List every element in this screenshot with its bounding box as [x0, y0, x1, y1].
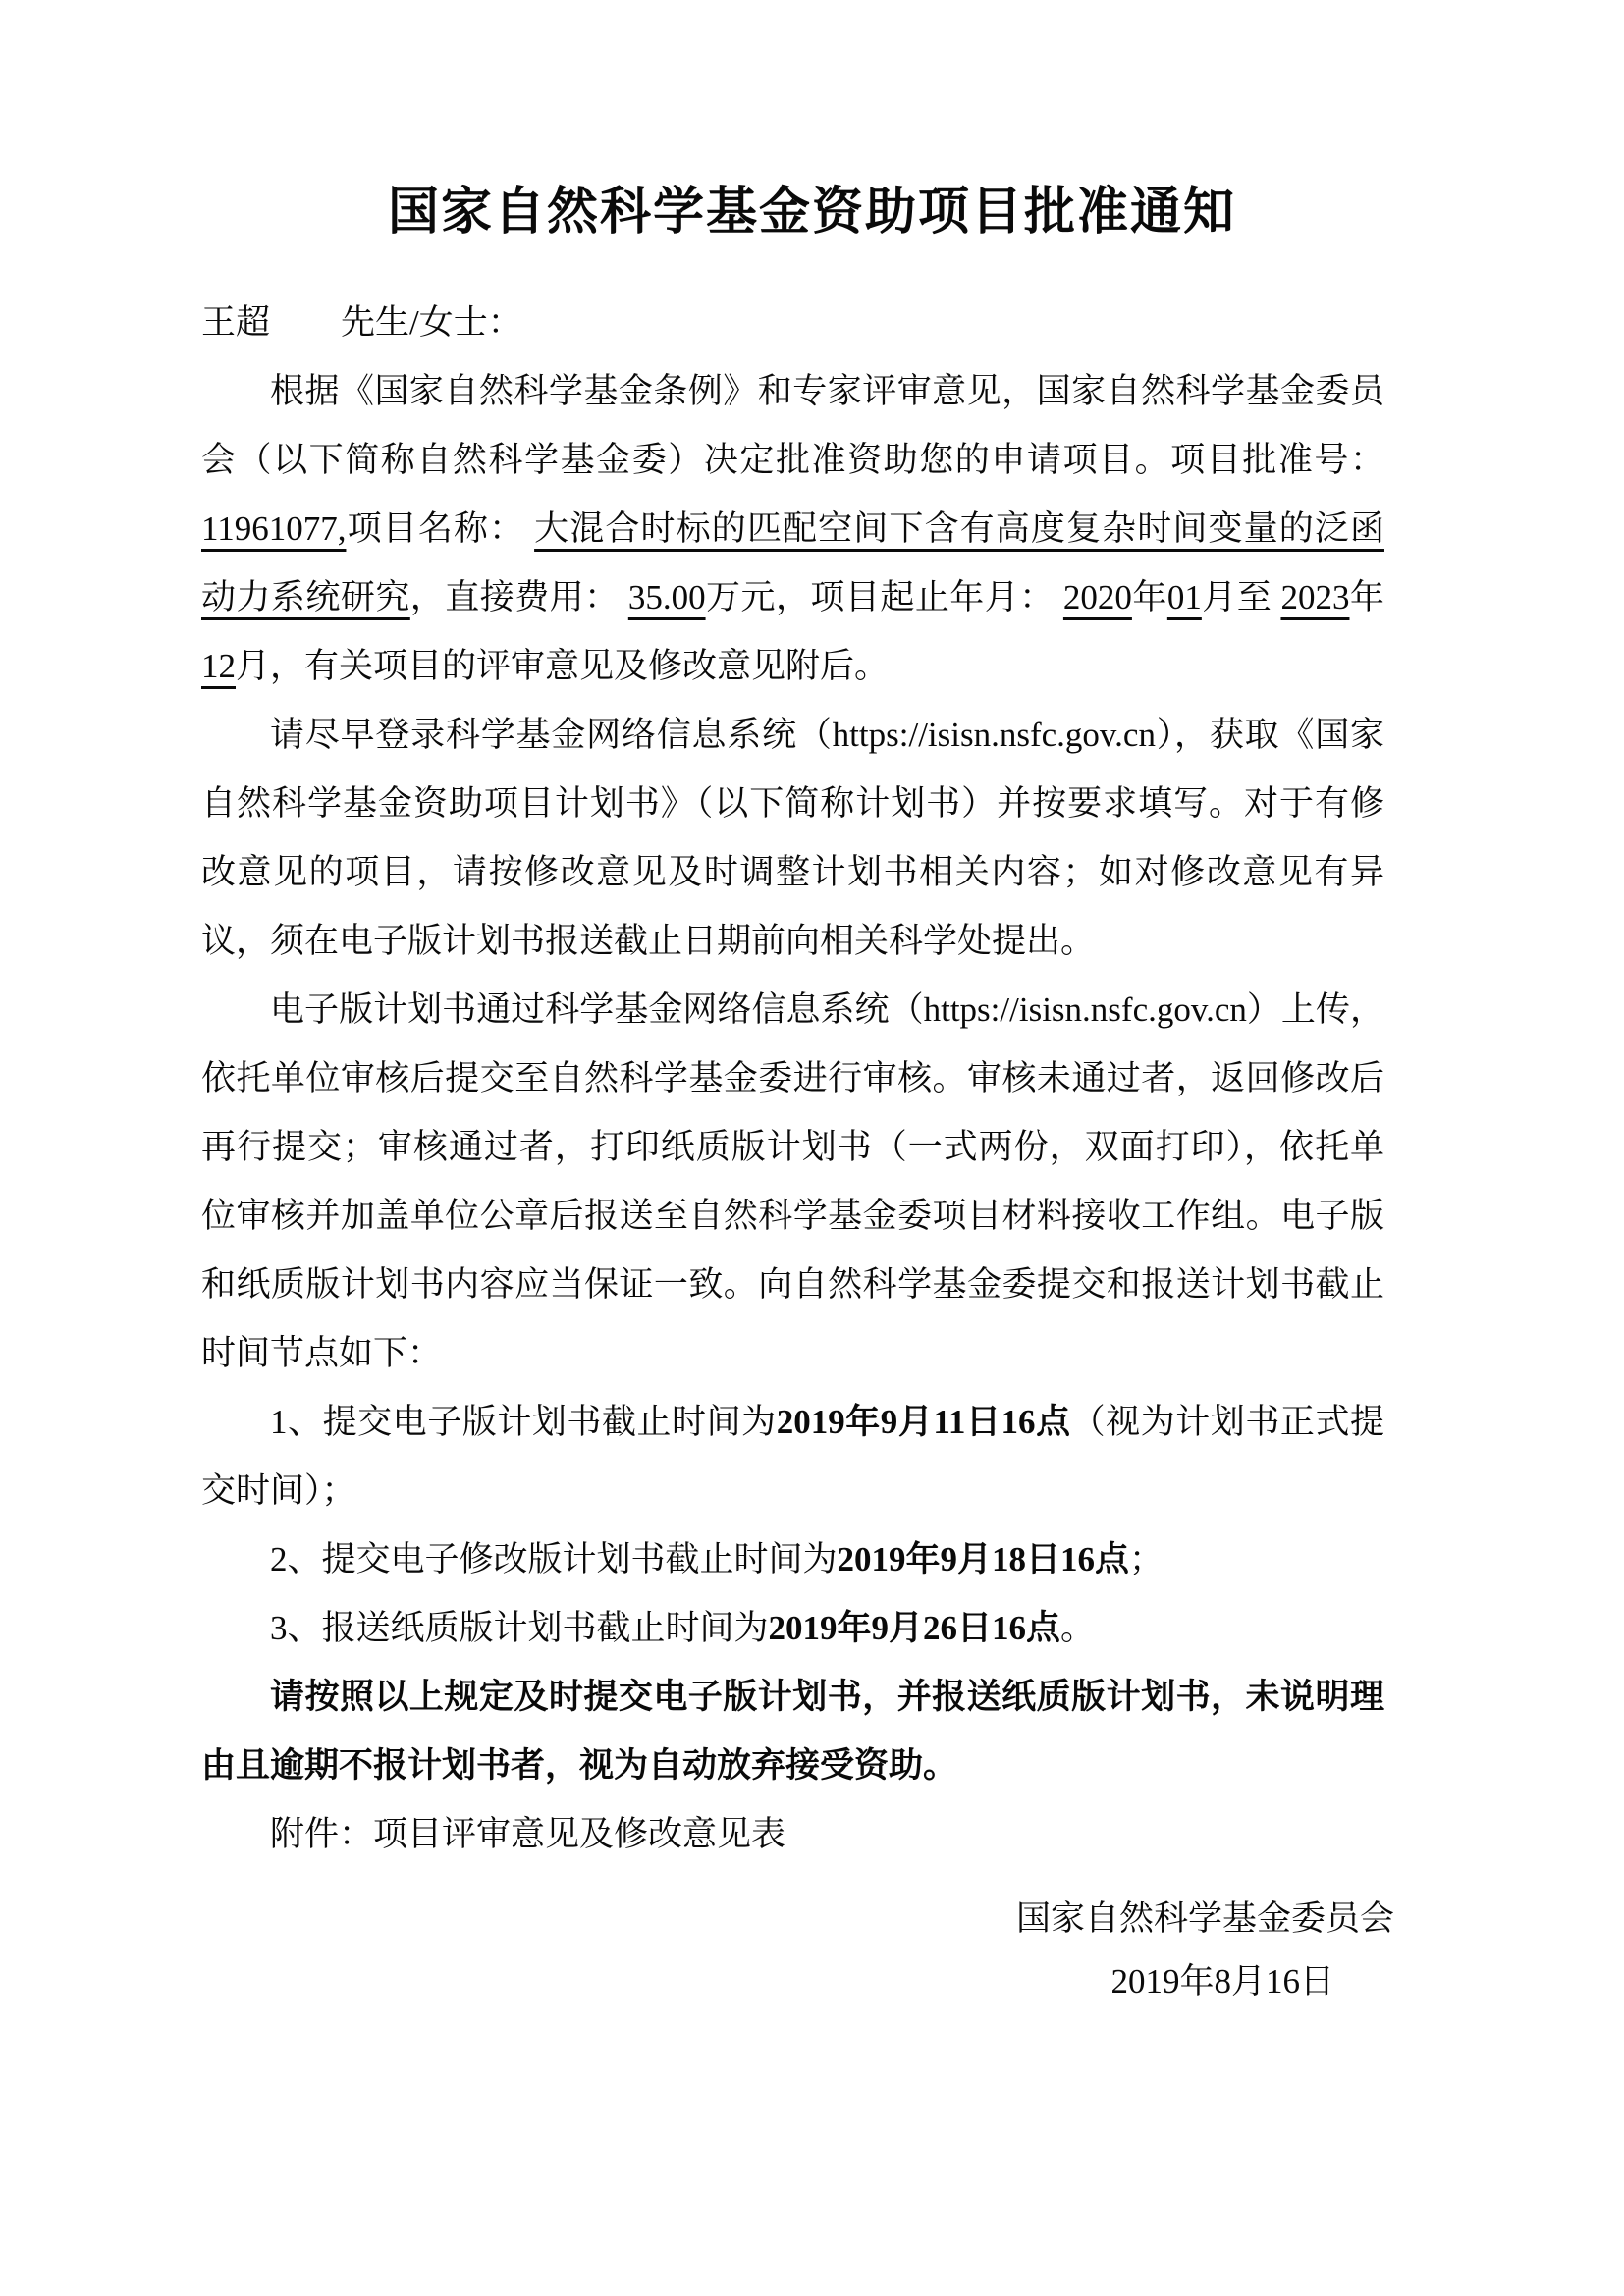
salutation-line — [201, 289, 1384, 357]
text-segment: 年 — [1349, 578, 1384, 616]
text-segment: 请按照以上规定及时提交电子版计划书，并报送纸质版计划书，未说明理由且逾期不报计划书者，视为自动放弃接受资助。 — [201, 1678, 1384, 1785]
text-segment: 2019年9月11日16点 — [776, 1403, 1071, 1441]
document-body — [201, 289, 1384, 1869]
paragraph-approval — [201, 357, 1384, 701]
deadline-item-1 — [201, 1388, 1384, 1525]
text-segment: 电子版计划书通过科学基金网络信息系统（https://isisn.nsfc.gov.cn）上传，依托单位审核后提交至自然科学基金委进行审核。审核未通过者，返回修改后再行提交；审核通过者，打印纸质版计划书（一式两份，双面打印），依托单位审核并加盖单位公章后报送至自然科学基金委项目材料接收工作组。电子版和纸质版计划书内容应当保证一致。向自然科学基金委提交和报送计划书截止时间节点如下： — [201, 990, 1384, 1372]
text-segment: 2020 — [1062, 578, 1132, 616]
text-segment: 月，有关项目的评审意见及修改意见附后。 — [236, 647, 890, 685]
text-segment: 大混合时标的匹配空间下含有高度复杂时间变量的泛函动力系统研究 — [201, 509, 1384, 616]
text-segment: 35.00 — [627, 578, 706, 616]
text-segment: 月至 — [1201, 578, 1281, 616]
text-segment: 01 — [1166, 578, 1202, 616]
signature-block — [0, 1885, 1624, 2010]
text-segment: 2019年9月26日16点 — [768, 1609, 1061, 1647]
text-segment: 根据《国家自然科学基金条例》和专家评审意见，国家自然科学基金委员会（以下简称自然科学基金委）决定批准资助您的申请项目。项目批准号： — [201, 372, 1384, 479]
recipient-name: 王超 — [201, 303, 271, 342]
text-segment: 请尽早登录科学基金网络信息系统（https://isisn.nsfc.gov.cn），获取《国家自然科学基金资助项目计划书》（以下简称计划书）并按要求填写。对于有修改意见的项目，请按修改意见及时调整计划书相关内容；如对修改意见有异议，须在电子版计划书报送截止日期前向相关科学处提出。 — [201, 716, 1384, 960]
text-segment: 3、报送纸质版计划书截止时间为 — [270, 1609, 769, 1647]
document-title: 国家自然科学基金资助项目批准通知 — [387, 185, 1236, 240]
deadline-item-2 — [201, 1525, 1384, 1594]
paragraph-submission-process — [201, 976, 1384, 1388]
attachment-line — [201, 1800, 1384, 1869]
paragraph-warning — [201, 1663, 1384, 1800]
text-segment: 附件：项目评审意见及修改意见表 — [270, 1815, 786, 1853]
text-segment: ，直接费用： — [409, 578, 628, 616]
signature-organization: 国家自然科学基金委员会 — [1015, 1899, 1394, 1938]
text-segment: 。 — [1060, 1609, 1096, 1647]
text-segment: 2019年9月18日16点 — [837, 1540, 1130, 1578]
text-segment: 项目名称： — [346, 509, 535, 548]
signature-date: 2019年8月16日 — [1110, 1962, 1334, 2001]
text-segment: 万元，项目起止年月： — [705, 578, 1063, 616]
text-segment: 12 — [201, 647, 236, 685]
salutation-suffix: 先生/女士： — [341, 303, 522, 342]
paragraph-login-instruction — [201, 701, 1384, 976]
text-segment: ； — [1129, 1540, 1164, 1578]
text-segment: （视为计划书正式提交时间）； — [201, 1403, 1384, 1510]
deadline-item-3 — [201, 1594, 1384, 1663]
text-segment: 2023 — [1280, 578, 1350, 616]
text-segment: 2、提交电子修改版计划书截止时间为 — [270, 1540, 838, 1578]
text-segment: 11961077, — [201, 509, 347, 548]
text-segment: 1、提交电子版计划书截止时间为 — [270, 1403, 777, 1441]
text-segment: 年 — [1131, 578, 1167, 616]
